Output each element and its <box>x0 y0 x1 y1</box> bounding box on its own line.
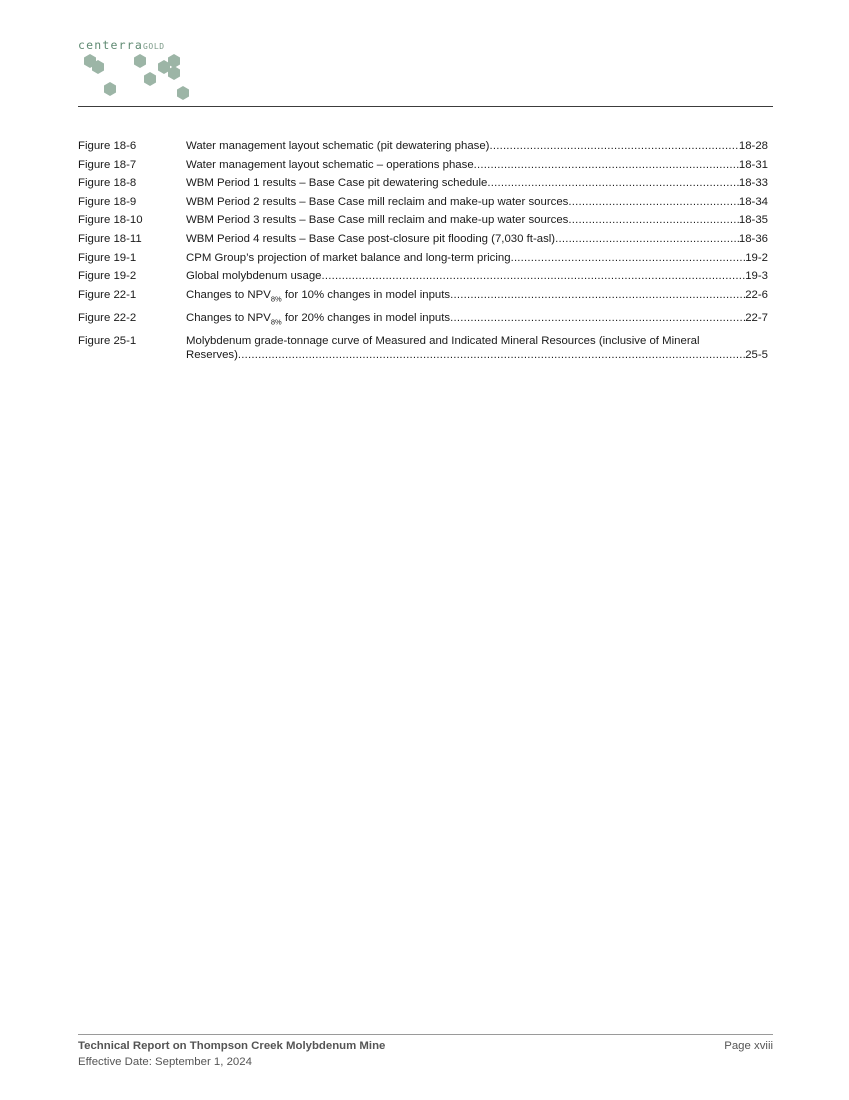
toc-entry-figure-18-11[interactable] <box>78 230 768 249</box>
title-text: for 10% changes in model inputs <box>281 288 451 301</box>
toc-leader-dots <box>450 286 745 305</box>
list-of-figures <box>78 137 768 362</box>
toc-figure-number: Figure 19-1 <box>78 251 137 264</box>
toc-figure-title: WBM Period 3 results – Base Case mill reclaim and make-up water sources <box>186 214 569 227</box>
company-logo <box>78 38 218 104</box>
toc-page-number: 19-2 <box>745 251 768 264</box>
header-divider <box>78 106 773 107</box>
toc-entry-figure-18-10[interactable] <box>78 211 768 230</box>
footer-report-title: Technical Report on Thompson Creek Molybdenum Mine <box>78 1040 386 1052</box>
toc-figure-title <box>186 286 450 309</box>
toc-page-number: 22-7 <box>745 311 768 324</box>
toc-figure-number: Figure 25-1 <box>78 334 137 347</box>
toc-entry-figure-22-1[interactable] <box>78 286 768 309</box>
toc-leader-dots <box>238 348 745 362</box>
toc-page-number: 18-28 <box>738 140 768 152</box>
toc-page-number: 18-35 <box>738 214 768 227</box>
title-text: Changes to NPV <box>186 288 271 301</box>
toc-leader-dots <box>489 137 738 156</box>
toc-figure-title: WBM Period 2 results – Base Case mill reclaim and make-up water sources <box>186 195 569 208</box>
toc-leader-dots <box>568 211 738 230</box>
hexagon-cluster-icon <box>78 52 208 104</box>
npv-subscript: 8% <box>270 294 282 304</box>
logo-word-main: centerra <box>78 38 143 52</box>
toc-leader-dots <box>555 230 739 249</box>
toc-page-number: 18-36 <box>738 232 768 245</box>
toc-figure-title-line-2: Reserves) <box>186 348 238 361</box>
toc-figure-number: Figure 18-8 <box>78 177 137 190</box>
toc-entry-figure-19-1[interactable] <box>78 249 768 268</box>
toc-figure-title: Water management layout schematic (pit dewatering phase) <box>186 140 490 152</box>
toc-page-number: 18-31 <box>738 158 768 171</box>
toc-figure-title <box>186 309 450 332</box>
toc-page-number: 22-6 <box>745 288 768 301</box>
title-text: Changes to NPV <box>186 311 271 324</box>
toc-figure-number: Figure 18-6 <box>78 140 137 152</box>
toc-page-number: 19-3 <box>745 270 768 283</box>
toc-leader-dots <box>487 174 738 193</box>
toc-figure-title-line-1: Molybdenum grade-tonnage curve of Measured and Indicated Mineral Resources (inclusive of Mineral <box>186 334 700 347</box>
toc-figure-title: WBM Period 4 results – Base Case post-closure pit flooding (7,030 ft-asl) <box>186 232 556 245</box>
title-text: for 20% changes in model inputs <box>281 311 451 324</box>
toc-entry-figure-25-1[interactable] <box>78 334 768 362</box>
toc-figure-title: WBM Period 1 results – Base Case pit dewatering schedule <box>186 177 488 190</box>
toc-page-number: 18-34 <box>738 195 768 208</box>
toc-figure-number: Figure 18-7 <box>78 158 137 171</box>
toc-figure-number: Figure 22-1 <box>78 288 137 301</box>
toc-page-number: 18-33 <box>738 177 768 190</box>
toc-figure-title: CPM Group’s projection of market balance and long-term pricing <box>186 251 511 264</box>
npv-subscript: 8% <box>270 316 282 326</box>
toc-entry-figure-18-6[interactable] <box>78 137 768 156</box>
toc-entry-figure-18-7[interactable] <box>78 156 768 175</box>
toc-entry-figure-18-8[interactable] <box>78 174 768 193</box>
logo-wordmark <box>78 38 165 52</box>
footer-effective-date: Effective Date: September 1, 2024 <box>78 1056 252 1068</box>
toc-figure-number: Figure 18-10 <box>78 214 143 227</box>
logo-word-suffix: GOLD <box>143 42 165 51</box>
toc-entry-figure-19-2[interactable] <box>78 267 768 286</box>
toc-leader-dots <box>322 267 746 286</box>
toc-leader-dots <box>450 309 745 328</box>
toc-figure-number: Figure 19-2 <box>78 270 137 283</box>
footer-page-number: Page xviii <box>724 1040 773 1052</box>
toc-figure-title: Water management layout schematic – operations phase <box>186 158 474 171</box>
toc-leader-dots <box>511 249 746 268</box>
toc-figure-number: Figure 18-9 <box>78 195 137 208</box>
toc-entry-figure-18-9[interactable] <box>78 193 768 212</box>
toc-figure-number: Figure 18-11 <box>78 232 142 245</box>
toc-page-number: 25-5 <box>745 348 768 361</box>
toc-leader-dots <box>474 156 739 175</box>
toc-figure-number: Figure 22-2 <box>78 311 137 324</box>
toc-leader-dots <box>568 193 738 212</box>
footer-divider <box>78 1034 773 1035</box>
toc-figure-title: Global molybdenum usage <box>186 270 322 283</box>
toc-entry-figure-22-2[interactable] <box>78 309 768 332</box>
